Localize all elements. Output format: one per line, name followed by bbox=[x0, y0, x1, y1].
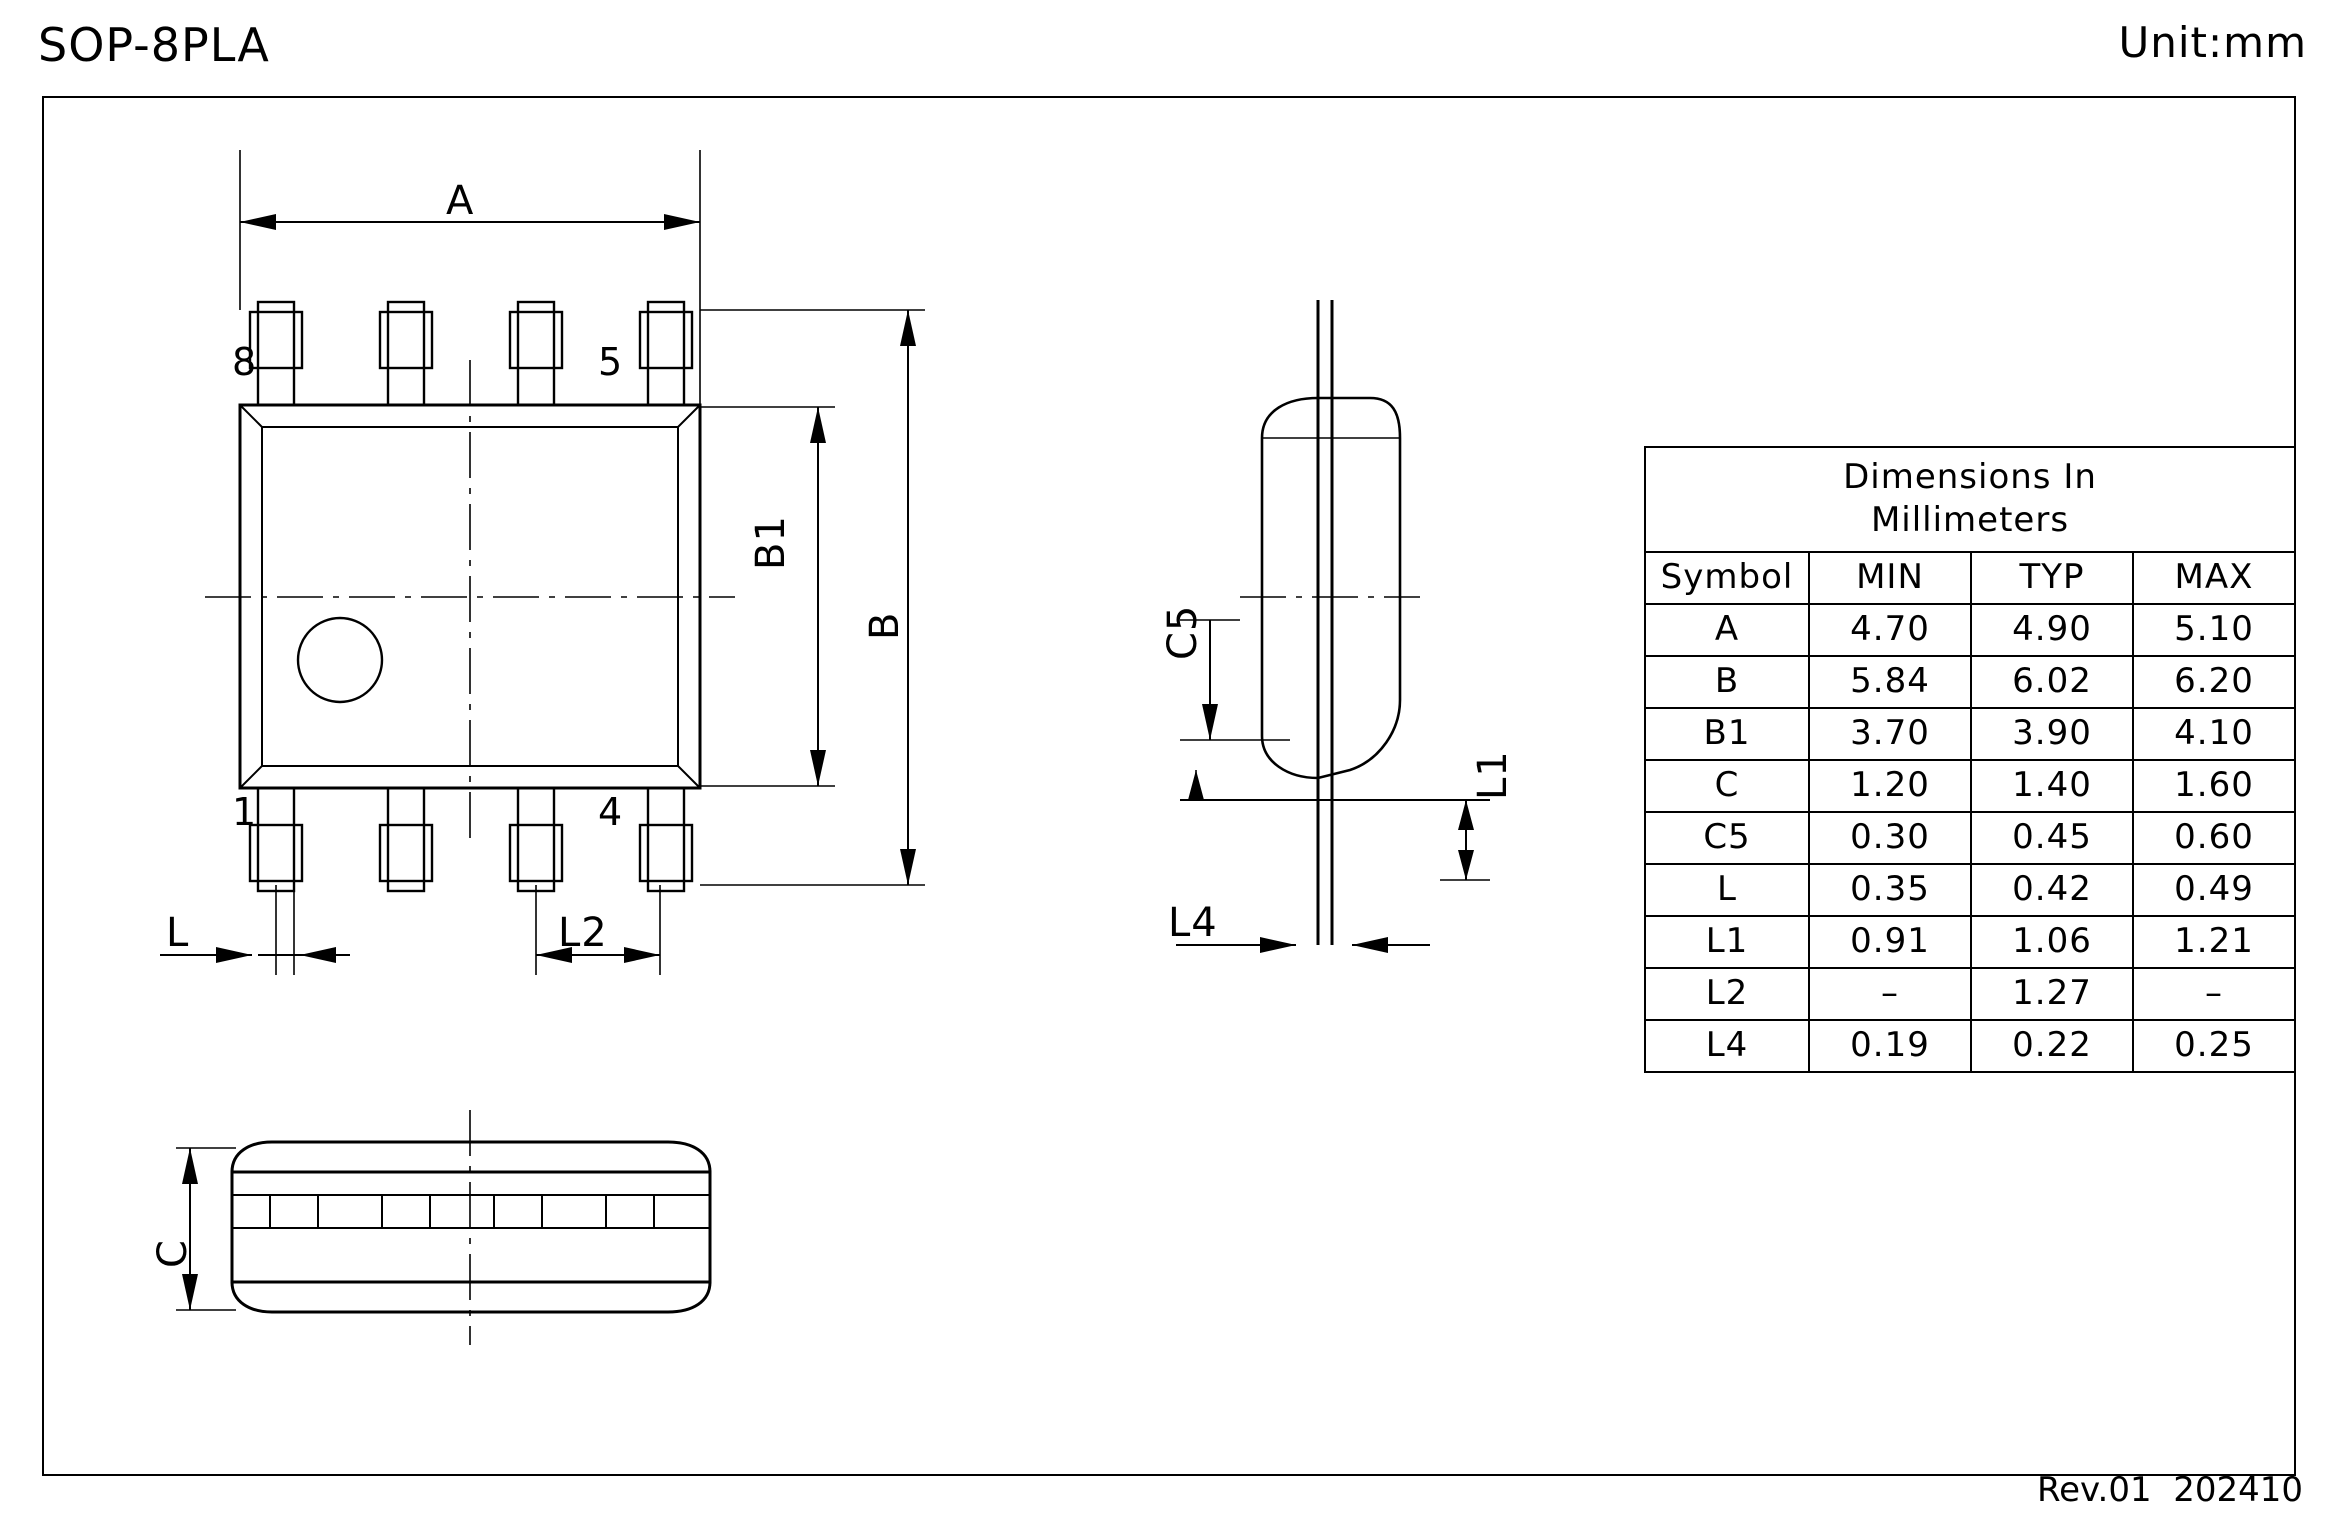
cell-min: 5.84 bbox=[1809, 656, 1971, 708]
table-header-row bbox=[1645, 552, 2295, 604]
dimension-label-a: A bbox=[446, 178, 475, 224]
dimension-label-c: C bbox=[150, 1239, 196, 1268]
cell-max: 0.25 bbox=[2133, 1020, 2295, 1072]
dimension-label-l: L bbox=[166, 910, 190, 956]
cell-symbol: L2 bbox=[1645, 968, 1809, 1020]
cell-min: 0.91 bbox=[1809, 916, 1971, 968]
cell-symbol: A bbox=[1645, 604, 1809, 656]
cell-min: – bbox=[1809, 968, 1971, 1020]
table-row bbox=[1645, 1020, 2295, 1072]
cell-min: 0.19 bbox=[1809, 1020, 1971, 1072]
column-header-typ: TYP bbox=[1971, 552, 2133, 604]
dimension-label-l1: L1 bbox=[1470, 750, 1516, 800]
column-header-max: MAX bbox=[2133, 552, 2295, 604]
cell-typ: 1.40 bbox=[1971, 760, 2133, 812]
cell-min: 0.30 bbox=[1809, 812, 1971, 864]
cell-typ: 6.02 bbox=[1971, 656, 2133, 708]
pin-number-4: 4 bbox=[598, 790, 624, 834]
column-header-symbol: Symbol bbox=[1645, 552, 1809, 604]
cell-symbol: L4 bbox=[1645, 1020, 1809, 1072]
cell-max: – bbox=[2133, 968, 2295, 1020]
cell-symbol: L bbox=[1645, 864, 1809, 916]
cell-max: 1.21 bbox=[2133, 916, 2295, 968]
cell-typ: 3.90 bbox=[1971, 708, 2133, 760]
dimension-label-b1: B1 bbox=[748, 515, 794, 570]
table-title-line1: Dimensions In bbox=[1843, 457, 2097, 497]
pin-number-8: 8 bbox=[232, 340, 258, 384]
page-title: SOP-8PLA bbox=[38, 18, 270, 72]
cell-typ: 0.45 bbox=[1971, 812, 2133, 864]
cell-max: 5.10 bbox=[2133, 604, 2295, 656]
cell-max: 0.49 bbox=[2133, 864, 2295, 916]
column-header-min: MIN bbox=[1809, 552, 1971, 604]
table-row bbox=[1645, 604, 2295, 656]
cell-symbol: B bbox=[1645, 656, 1809, 708]
cell-typ: 1.27 bbox=[1971, 968, 2133, 1020]
cell-typ: 1.06 bbox=[1971, 916, 2133, 968]
unit-label: Unit:mm bbox=[2118, 18, 2307, 67]
dimension-label-c5: C5 bbox=[1160, 604, 1206, 660]
revision-label: Rev.01 202410 bbox=[2037, 1470, 2303, 1510]
cell-max: 0.60 bbox=[2133, 812, 2295, 864]
cell-max: 1.60 bbox=[2133, 760, 2295, 812]
table-row bbox=[1645, 916, 2295, 968]
table-title-line2: Millimeters bbox=[1870, 499, 2070, 540]
pin-number-1: 1 bbox=[232, 790, 258, 834]
cell-min: 0.35 bbox=[1809, 864, 1971, 916]
table-row bbox=[1645, 812, 2295, 864]
cell-symbol: C5 bbox=[1645, 812, 1809, 864]
dimension-label-l2: L2 bbox=[558, 910, 608, 956]
table-title-row bbox=[1645, 447, 2295, 552]
cell-typ: 4.90 bbox=[1971, 604, 2133, 656]
cell-symbol: L1 bbox=[1645, 916, 1809, 968]
table-title bbox=[1645, 447, 2295, 552]
table-row bbox=[1645, 968, 2295, 1020]
table-row bbox=[1645, 708, 2295, 760]
pin-number-5: 5 bbox=[598, 340, 624, 384]
cell-max: 6.20 bbox=[2133, 656, 2295, 708]
cell-min: 1.20 bbox=[1809, 760, 1971, 812]
dimension-label-b: B bbox=[862, 611, 908, 640]
dimension-label-l4: L4 bbox=[1168, 900, 1218, 946]
cell-typ: 0.22 bbox=[1971, 1020, 2133, 1072]
table-row bbox=[1645, 656, 2295, 708]
cell-min: 4.70 bbox=[1809, 604, 1971, 656]
table-row bbox=[1645, 760, 2295, 812]
table-row bbox=[1645, 864, 2295, 916]
cell-max: 4.10 bbox=[2133, 708, 2295, 760]
cell-symbol: B1 bbox=[1645, 708, 1809, 760]
dimensions-table bbox=[1644, 446, 2296, 1073]
cell-symbol: C bbox=[1645, 760, 1809, 812]
cell-min: 3.70 bbox=[1809, 708, 1971, 760]
cell-typ: 0.42 bbox=[1971, 864, 2133, 916]
